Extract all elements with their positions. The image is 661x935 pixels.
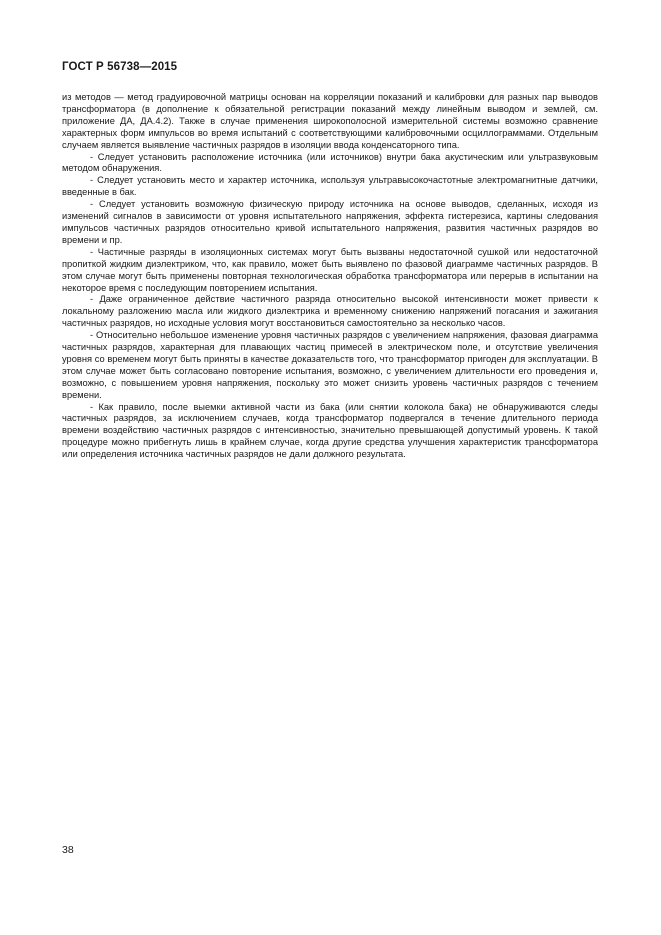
list-item: - Относительно небольшое изменение уровня частичных разрядов с увеличением напряжения, фазовая диаграмма частичных разрядов, характерная для плавающих частиц примесей в электрическом поле, и отсутствие увеличения уровня со временем могут быть приняты в качестве доказательств того, что трансформатор пригоден для эксплуатации. В этом случае может быть согласовано повторение испытания, возможно, с увеличением длительности его проведения и, возможно, с повышением уровня напряжения, поскольку это может снизить уровень частичных разрядов с течением времени. xyxy=(62,330,598,400)
list-item: - Следует установить возможную физическую природу источника на основе выводов, сделанных, исходя из изменений сигналов в зависимости от уровня испытательного напряжения, эффекта гистерезиса, картины следования импульсов частичных разрядов относительно кривой испытательного напряжения, развития частичных разрядов во времени и пр. xyxy=(62,199,598,245)
page-number: 38 xyxy=(62,844,74,856)
list-item: - Частичные разряды в изоляционных системах могут быть вызваны недостаточной сушкой или недостаточной пропиткой жидким диэлектриком, что, как правило, может быть выявлено по фазовой диаграмме частичных разрядов. В этом случае могут быть применены повторная технологическая обработка трансформатора или перерыв в испытании на некоторое время с последующим повторением испытания. xyxy=(62,246,598,293)
list-item: - Даже ограниченное действие частичного разряда относительно высокой интенсивности может привести к локальному разложению масла или жидкого диэлектрика и временному снижению напряжений погасания и зажигания частичных разрядов, но исходные условия могут восстановиться самостоятельно за несколько часов. xyxy=(62,294,598,329)
list-item: - Следует установить место и характер источника, используя ультравысокочастотные электромагнитные датчики, введенные в бак. xyxy=(62,175,598,198)
paragraph-continuation: из методов — метод градуировочной матрицы основан на корреляции показаний и калибровки для разных пар выводов трансформатора (в дополнение к обязательной регистрации показаний между линейным выводом и землей, см. приложение ДА, ДА.4.2). Также в случае применения широкополосной измерительной системы возможно сравнение характерных форм импульсов во время испытаний с соответствующими калибровочными осциллограммами. Отдельным случаем является выявление частичных разрядов в изоляции ввода конденсаторного типа. xyxy=(62,92,598,150)
list-item: - Как правило, после выемки активной части из бака (или снятии колокола бака) не обнаруживаются следы частичных разрядов, за исключением случаев, когда трансформатор подвергался в течение длительного периода времени воздействию частичных разрядов с интенсивностью, значительно превышающей допустимый уровень. К такой процедуре можно прибегнуть лишь в крайнем случае, когда другие средства улучшения характеристик трансформатора или определения источника частичных разрядов не дали должного результата. xyxy=(62,401,598,460)
document-code-header: ГОСТ Р 56738—2015 xyxy=(62,61,178,73)
list-item: - Следует установить расположение источника (или источников) внутри бака акустическим или ультразвуковым методом обнаружения. xyxy=(62,151,598,174)
body-text xyxy=(62,92,598,461)
